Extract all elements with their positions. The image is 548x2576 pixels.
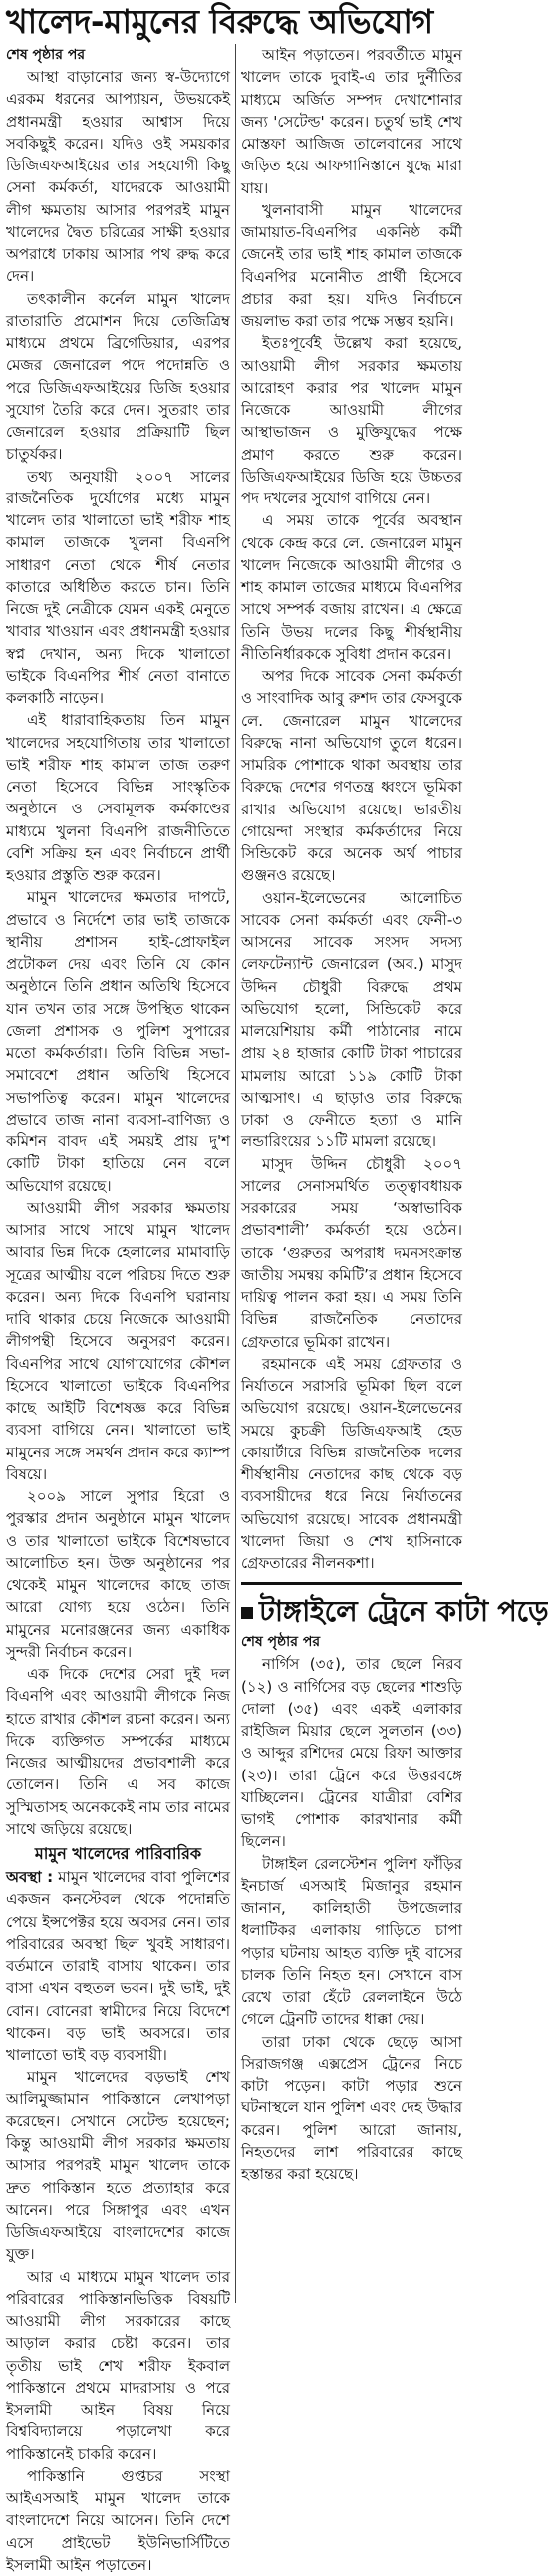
family-body — [6, 2066, 230, 2576]
headline-bullet-icon — [241, 1607, 253, 1619]
paragraph: রহমানকে এই সময় গ্রেফতার ও নির্যাতনে সরাসরি ভূমিকা ছিল বলে অভিযোগ রয়েছে। ওয়ান-ইলেভেনের সময়ে কুচক্রী ডিজিএফআই হেড কোয়ার্টারে বিভিন্ন রাজনৈতিক দলের শীর্ষস্থানীয় নেতাদের কাছ থেকে বড় ব্যবসায়ীদের ধরে নিয়ে নির্যাতনের অভিযোগ রয়েছে। সাবেক প্রধানমন্ত্রী খালেদা জিয়া ও শেখ হাসিনাকে গ্রেফতারের নীলনকশা। — [241, 1354, 462, 1572]
story-headline: খালেদ-মামুনের বিরুদ্ধে অভিযোগ — [6, 2, 433, 41]
paragraph: খুলনাবাসী মামুন খালেদের জামায়াত-বিএনপির একনিষ্ঠ কর্মী জেনেই তার ভাই শাহ কামাল তাজকে বিএনপির মনোনীত প্রার্থী হিসেবে প্রচার করা হয়। যদিও নির্বাচনে জয়লাভ করা তার পক্ষে সম্ভব হয়নি। — [241, 200, 462, 330]
second-story-jump-label: শেষ পৃষ্ঠার পর — [241, 1634, 321, 1651]
paragraph: ইতঃপূর্বেই উল্লেখ করা হয়েছে, আওয়ামী লীগ সরকার ক্ষমতায় আরোহণ করার পর খালেদ মামুন নিজেকে আওয়ামী লীগের আস্থাভাজন ও মুক্তিযুদ্ধের পক্ষে প্রমাণ করতে শুরু করেন। ডিজিএফআইয়ের ডিজি হয়ে উচ্চতর পদ দখলের সুযোগ বাগিয়ে নেন। — [241, 334, 462, 507]
paragraph: পাকিস্তানি গুপ্তচর সংস্থা আইএসআই মামুন খালেদ তাকে বাংলাদেশে নিয়ে আসেন। তিনি দেশে এসে প্রাইভেট ইউনিভার্সিটিতে ইসলামী আইন পড়াতেন। — [6, 2466, 230, 2574]
paragraph: ২০০৯ সালে সুপার হিরো ও পুরস্কার প্রদান অনুষ্ঠানে মামুন খালেদ ও তার খালাতো ভাইকে বিশেষভাবে আলোচিত হন। উক্ত অনুষ্ঠানের পর থেকেই মামুন খালেদের কাছে তাজ আরো যোগ্য হয়ে ওঠেন। তিনি মামুনের মনোরঞ্জনের জন্য একাধিক সুন্দরী নির্বাচন করেন। — [6, 1487, 230, 1661]
paragraph: আওয়ামী লীগ সরকার ক্ষমতায় আসার সাথে সাথে মামুন খালেদ আবার ভিন্ন দিকে হেলালের মামাবাড়ি সূত্রের আত্মীয় বলে পরিচয় দিতে শুরু করেন। অন্য দিকে বিএনপি ঘরানায় দাবি থাকার চেয়ে নিজেকে আওয়ামী লীগপন্থী হিসেবে অনুসরণ করেন। বিএনপির সাথে যোগাযোগের কৌশল হিসেবে খালাতো ভাইকে বিএনপির কাছে আইটি বিশেষজ্ঞ করে বিভিন্ন ব্যবসা বাগিয়ে নেন। খালাতো ভাই মামুনের সঙ্গে সমর্থন প্রদান করে ক্যাম্প বিষয়ে। — [6, 1198, 230, 1483]
family-paragraph-text: মামুন খালেদের বাবা পুলিশের একজন কনস্টেবল থেকে পদোন্নতি পেয়ে ইন্সপেক্টর হয়ে অবসর নেন। তার পরিবারের অবস্থা ছিল খুবই সাধারণ। বর্তমানে তারাই বাসায় থাকেন। তার বাসা এখন বহুতল ভবন। দুই ভাই, দুই বোন। বোনেরা স্বামীদের নিয়ে বিদেশে থাকেন। বড় ভাই অবসরে। তার খালাতো ভাই বড় ব্যবসায়ী। — [6, 1868, 230, 2064]
paragraph: আর এ মাধ্যমে মামুন খালেদ তার পরিবারের পাকিস্তানভিত্তিক বিষয়টি আওয়ামী লীগ সরকারের কাছে আড়াল করার চেষ্টা করেন। তার তৃতীয় ভাই শেখ শরীফ ইকবাল পাকিস্তানে প্রথমে মাদরাসায় ও পরে ইসলামী আইন বিষয় নিয়ে বিশ্ববিদ্যালয়ে পড়ালেখা করে পাকিস্তানেই চাকরি করেন। — [6, 2267, 230, 2463]
paragraph: মাসুদ উদ্দিন চৌধুরী ২০০৭ সালের সেনাসমর্থিত তত্ত্বাবধায়ক সরকারের সময় ‘অস্বাভাবিক প্রভাবশালী’ কর্মকর্তা হয়ে ওঠেন। তাকে ‘গুরুতর অপরাধ দমনসংক্রান্ত জাতীয় সমন্বয় কমিটি’র প্রধান হিসেবে দায়িত্ব পালন করা হয়। এ সময় তিনি বিভিন্ন রাজনৈতিক নেতাদের গ্রেফতারে ভূমিকা রাখেন। — [241, 1154, 462, 1351]
jump-label: শেষ পৃষ্ঠার পর — [6, 47, 86, 63]
column-divider — [235, 44, 236, 2303]
paragraph: টাঙ্গাইল রেলস্টেশন পুলিশ ফাঁড়ির ইনচার্জ এসআই মিজানুর রহমান জানান, কালিহাতী উপজেলার ধলাটিকর এলাকায় গাড়িতে চাপা পড়ার ঘটনায় আহত ব্যক্তি দুই বাসের চালক তিনি নিহত হন। সেখানে বাস রেখে তারা হেঁটে রেললাইনে উঠে গেলে ট্রেনটি তাদের ধাক্কা দেয়। — [241, 1854, 462, 2029]
paragraph: এই ধারাবাহিকতায় তিন মামুন খালেদের সহযোগিতায় তার খালাতো ভাই শরীফ শাহ কামাল তাজ তরুণ নেতা হিসেবে বিভিন্ন সাংস্কৃতিক অনুষ্ঠানে ও সেবামূলক কর্মকাণ্ডের মাধ্যমে খুলনা বিএনপি রাজনীতিতে বেশি সক্রিয় হন এবং নির্বাচনে প্রার্থী হওয়ার প্রস্তুতি শুরু করেন। — [6, 711, 230, 884]
story-body-left — [6, 66, 230, 1840]
paragraph: তৎকালীন কর্নেল মামুন খালেদ রাতারাতি প্রমোশন দিয়ে তেজিত্রিম্ব মাধ্যমে প্রথমে ব্রিগেডিয়ার, এরপর মেজর জেনারেল পদে পদোন্নতি ও পরে ডিজিএফআইয়ের ডিজি হওয়ার সুযোগ তৈরি করে দেন। সুতরাং তার জেনারেল হওয়ার প্রক্রিয়াটি ছিল চাতুর্যকর। — [6, 289, 230, 464]
second-story-title: টাঙ্গাইলে ট্রেনে কাটা পড়ে — [259, 1594, 548, 1629]
paragraph: তারা ঢাকা থেকে ছেড়ে আসা সিরাজগঞ্জ এক্সপ্রেস ট্রেনের নিচে কাটা পড়েন। কাটা পড়ার শুনে ঘটনাস্থলে যান পুলিশ এবং দেহ উদ্ধার করেন। পুলিশ আরো জানায়, নিহতদের লাশ পরিবারের কাছে হস্তান্তর করা হয়েছে। — [241, 2032, 462, 2183]
left-column — [6, 44, 230, 2574]
paragraph: আস্থা বাড়ানোর জন্য স্ব-উদ্যোগে এরকম ধরনের আপ্যায়ন, উভয়কেই প্রধানমন্ত্রী হওয়ার আশ্বাস দিয়ে সবকিছুই করেন। যদিও ওই সময়কার ডিজিএফআইয়ের তার সহযোগী কিছু সেনা কর্মকর্তা, যাদেরকে আওয়ামী লীগ ক্ষমতায় আসার পরপরই মামুন খালেদের দ্বৈত চরিত্রের সাক্ষী হওয়ার অপরাধে ঢাকায় আসার পথ রুদ্ধ করে দেন। — [6, 68, 230, 286]
paragraph: আইন পড়াতেন। পরবর্তীতে মামুন খালেদ তাকে দুবাই-এ তার দুর্নীতির মাধ্যমে অর্জিত সম্পদ দেখাশোনার জন্য 'সেটেল্ড' করেন। চতুর্থ ভাই শেখ মোস্তফা আজিজ তালেবানের সাথে জড়িত হয়ে আফগানিস্তানে যুদ্ধে মারা যায়। — [241, 46, 462, 197]
story-body-right — [241, 44, 462, 1574]
second-story-body — [241, 1653, 462, 2185]
paragraph: তথ্য অনুযায়ী ২০০৭ সালের রাজনৈতিক দুর্যোগের মধ্যে মামুন খালেদ তার খালাতো ভাই শরীফ শাহ কামাল তাজকে খুলনা বিএনপি সাধারণ নেতা থেকে শীর্ষ নেতার কাতারে অধিষ্ঠিত করতে চান। তিনি নিজে দুই নেত্রীকে যেমন একই মেনুতে খাবার খাওয়ান এবং প্রধানমন্ত্রী হওয়ার স্বপ্ন দেখান, অন্য দিকে খালাতো ভাইকে বিএনপির শীর্ষ নেতা বানাতে কলকাঠি নাড়েন। — [6, 467, 230, 707]
family-subhead: মামুন খালেদের পারিবারিক — [34, 1844, 202, 1863]
story-separator — [241, 1582, 462, 1585]
second-story-headline — [241, 1591, 548, 1631]
family-lead-in: অবস্থা : — [6, 1868, 54, 1886]
paragraph: এ সময় তাকে পূর্বের অবস্থান থেকে কেন্দ্র করে লে. জেনারেল মামুন খালেদ নিজেকে আওয়ামী লীগের ও শাহ কামাল তাজের মাধ্যমে বিএনপির সাথে সম্পর্ক বজায় রাখেন। এ ক্ষেত্রে তিনি উভয় দলের কিছু শীর্ষস্থানীয় নীতিনির্ধারককে সুবিধা প্রদান করেন। — [241, 511, 462, 663]
paragraph: এক দিকে দেশের সেরা দুই দল বিএনপি এবং আওয়ামী লীগকে নিজ হাতে রাখার কৌশল রচনা করেন। অন্য দিকে ব্যক্তিগত সম্পর্কের মাধ্যমে নিজের আত্মীয়দের প্রভাবশালী করে তোলেন। তিনি এ সব কাজে সুস্মিতাসহ অনেককেই নাম তার নামের সাথে জড়িয়ে রয়েছে। — [6, 1665, 230, 1838]
right-column — [241, 44, 548, 2303]
family-paragraph-first — [6, 1866, 230, 2066]
paragraph: নার্গিস (৩৫), তার ছেলে নিরব (১২) ও নার্গিসের বড় ছেলের শাশুড়ি দোলা (৩৫) এবং একই এলাকার রাইজিল মিয়ার ছেলে সুলতান (৩৩) ও আব্দুর রশিদের মেয়ে রিফা আক্তার (২৩)। তারা ট্রেনে করে উত্তরবঙ্গে যাচ্ছিলেন। ট্রেনের যাত্রীরা বেশির ভাগই পোশাক কারখানার কর্মী ছিলেন। — [241, 1655, 462, 1851]
paragraph: মামুন খালেদের ক্ষমতার দাপটে, প্রভাবে ও নির্দেশে তার ভাই তাজকে স্থানীয় প্রশাসন হাই-প্রোফাইল প্রটোকল দেয় এবং তিনি যে কোন অনুষ্ঠানে তিনি প্রধান অতিথি হিসেবে যান তখন তার সঙ্গে উপস্থিত থাকেন জেলা প্রশাসক ও পুলিশ সুপারের মতো কর্মকর্তারা। তিনি বিভিন্ন সভা-সমাবেশে প্রধান অতিথি হিসেবে সভাপতিত্ব করেন। মামুন খালেদের প্রভাবে তাজ নানা ব্যবসা-বাণিজ্য ও কমিশন বাবদ এই সময়ই প্রায় দু'শ কোটি টাকা হাতিয়ে নেন বলে অভিযোগ রয়েছে। — [6, 888, 230, 1195]
paragraph: অপর দিকে সাবেক সেনা কর্মকর্তা ও সাংবাদিক আবু রুশদ তার ফেসবুকে লে. জেনারেল মামুন খালেদের বিরুদ্ধে নানা অভিযোগ তুলে ধরেন। সামরিক পোশাকে থাকা অবস্থায় তার বিরুদ্ধে দেশের গণতন্ত্র ধ্বংসে ভূমিকা রাখার অভিযোগ রয়েছে। ভারতীয় গোয়েন্দা সংস্থার কর্মকর্তাদের নিয়ে সিন্ডিকেট করে অনেক অর্থ পাচার গুঞ্জনও রয়েছে। — [241, 667, 462, 885]
paragraph: ওয়ান-ইলেভেনের আলোচিত সাবেক সেনা কর্মকর্তা এবং ফেনী-৩ আসনের সাবেক সংসদ সদস্য লেফটেন্যান্ট জেনারেল (অব.) মাসুদ উদ্দিন চৌধুরী বিরুদ্ধে প্রথম অভিযোগ হলো, সিন্ডিকেট করে মালয়েশিয়ায় কর্মী পাঠানোর নামে প্রায় ২৪ হাজার কোটি টাকা পাচারের মামলায় আরো ১১৯ কোটি টাকা আত্মসাৎ। এ ছাড়াও তার বিরুদ্ধে ঢাকা ও ফেনীতে হত্যা ও মানি লন্ডারিংয়ের ১১টি মামলা রয়েছে। — [241, 888, 462, 1151]
paragraph: মামুন খালেদের বড়ভাই শেখ আলিমুজ্জামান পাকিস্তানে লেখাপড়া করেছেন। সেখানে সেটেল্ড হয়েছেন; কিন্তু আওয়ামী লীগ সরকার ক্ষমতায় আসার পরপরই মামুন খালেদ তাকে দ্রুত পাকিস্তান হতে প্রত্যাহার করে আনেন। পরে সিঙ্গাপুর এবং এখন ডিজিএফআইয়ে বাংলাদেশের কাজে যুক্ত। — [6, 2068, 230, 2264]
